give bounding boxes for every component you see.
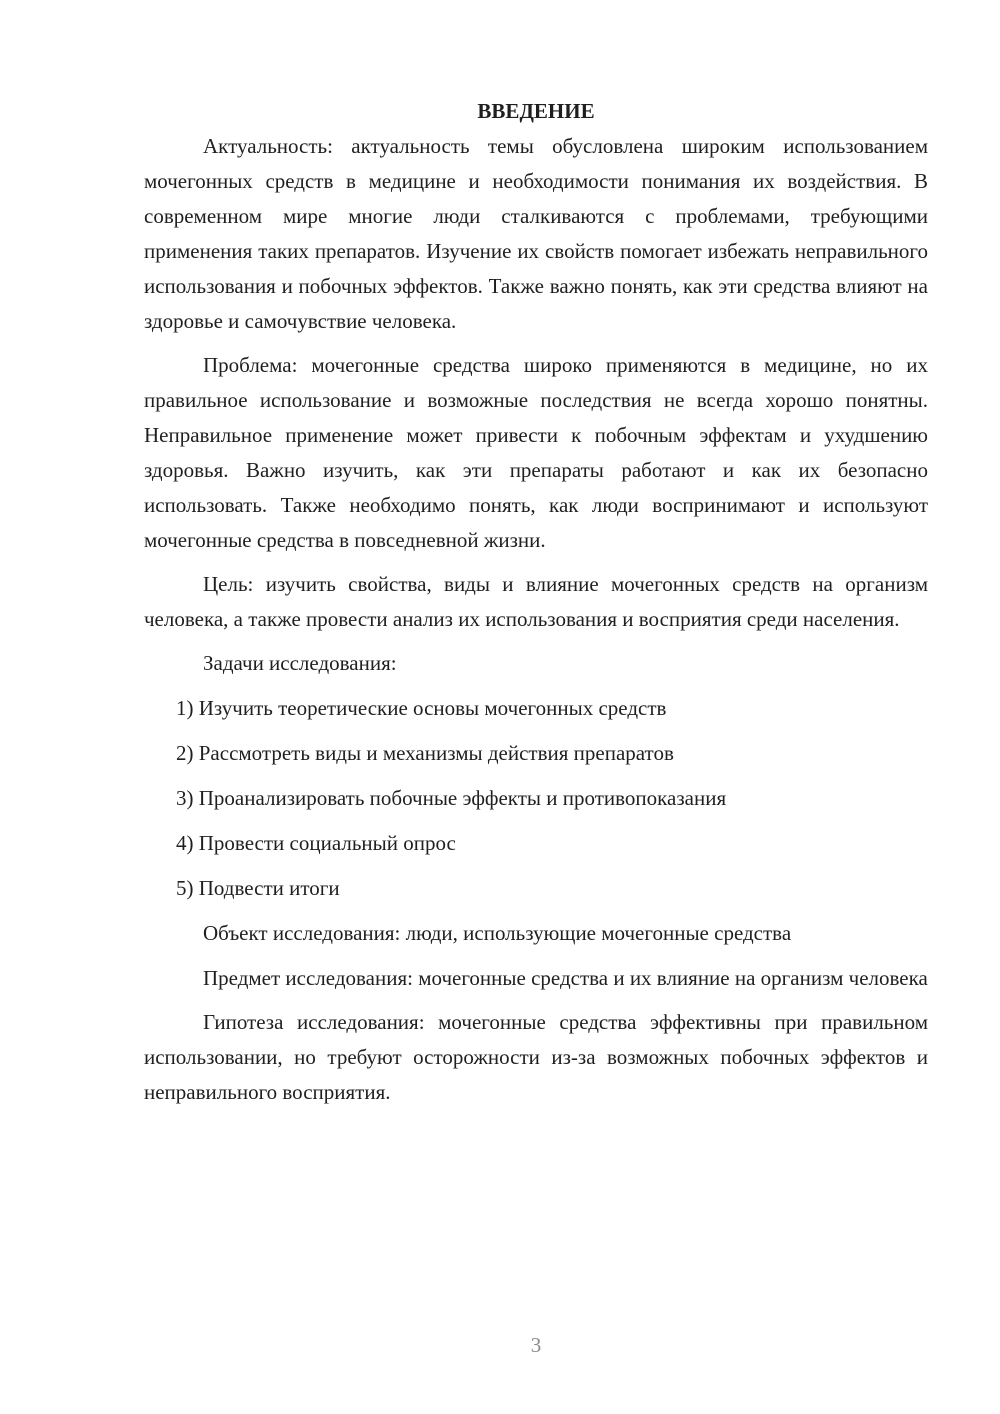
task-item: 5) Подвести итоги bbox=[176, 876, 340, 900]
problem-paragraph: Проблема: мочегонные средства широко применяются в медицине, но их правильное использование и возможные последствия не всегда хорошо понятны. Неправильное применение может привести к побочным эффектам и ухудшению здоровья. Важно изучить, как эти препараты работают и как их безопасно использовать. Также необходимо понять, как люди воспринимают и используют мочегонные средства в повседневной жизни. bbox=[144, 353, 928, 552]
object-paragraph: Объект исследования: люди, использующие мочегонные средства bbox=[203, 921, 792, 945]
page-number: 3 bbox=[530, 1333, 542, 1357]
page-title: ВВЕДЕНИЕ bbox=[477, 99, 595, 123]
page-content bbox=[144, 94, 928, 1119]
task-item: 1) Изучить теоретические основы мочегонных средств bbox=[176, 696, 667, 720]
tasks-heading: Задачи исследования: bbox=[203, 651, 397, 675]
subject-paragraph: Предмет исследования: мочегонные средства и их влияние на организм человека bbox=[203, 966, 928, 990]
relevance-paragraph: Актуальность: актуальность темы обусловлена широким использованием мочегонных средств в медицине и необходимости понимания их воздействия. В современном мире многие люди сталкиваются с проблемами, требующими применения таких препаратов. Изучение их свойств помогает избежать неправильного использования и побочных эффектов. Также важно понять, как эти средства влияют на здоровье и самочувствие человека. bbox=[144, 134, 928, 333]
goal-paragraph: Цель: изучить свойства, виды и влияние мочегонных средств на организм человека, а также провести анализ их использования и восприятия среди населения. bbox=[144, 572, 928, 631]
task-item: 2) Рассмотреть виды и механизмы действия препаратов bbox=[176, 741, 674, 765]
hypothesis-paragraph: Гипотеза исследования: мочегонные средства эффективны при правильном использовании, но требуют осторожности из-за возможных побочных эффектов и неправильного восприятия. bbox=[144, 1010, 928, 1104]
task-item: 4) Провести социальный опрос bbox=[176, 831, 456, 855]
task-item: 3) Проанализировать побочные эффекты и противопоказания bbox=[176, 786, 727, 810]
tasks-list bbox=[144, 691, 928, 906]
